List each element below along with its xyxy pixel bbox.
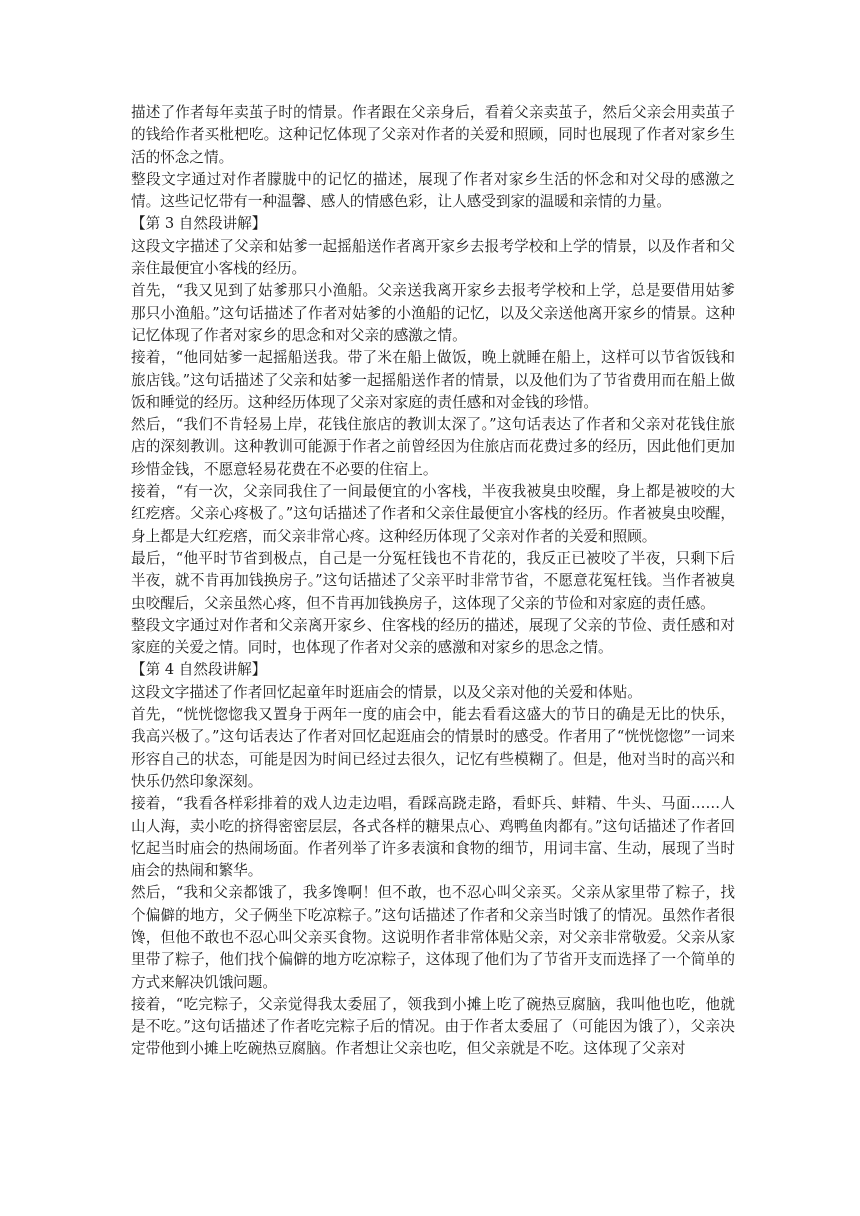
paragraph: 首先，“我又见到了姑爹那只小渔船。父亲送我离开家乡去报考学校和上学，总是要借用姑爹那只小渔船。”这句话描述了作者对姑爹的小渔船的记忆，以及父亲送他离开家乡的情景。这种记忆体现了作者对家乡的思念和对父亲的感激之情。	[131, 282, 735, 344]
section-heading: 【第 4 自然段讲解】	[131, 661, 267, 679]
paragraph: 整段文字通过对作者朦胧中的记忆的描述，展现了作者对家乡生活的怀念和对父母的感激之情。这些记忆带有一种温馨、感人的情感色彩，让人感受到家的温暖和亲情的力量。	[131, 170, 735, 211]
paragraph: 这段文字描述了父亲和姑爹一起摇船送作者离开家乡去报考学校和上学的情景，以及作者和父亲住最便宜小客栈的经历。	[131, 237, 735, 278]
paragraph: 首先，“恍恍惚惚我又置身于两年一度的庙会中，能去看看这盛大的节日的确是无比的快乐，我高兴极了。”这句话表达了作者对回忆起逛庙会的情景时的感受。作者用了“恍恍惚惚”一词来形容自己的状态，可能是因为时间已经过去很久，记忆有些模糊了。但是，他对当时的高兴和快乐仍然印象深刻。	[131, 706, 735, 790]
paragraph: 然后，“我们不肯轻易上岸，花钱住旅店的教训太深了。”这句话表达了作者和父亲对花钱住旅店的深刻教训。这种教训可能源于作者之前曾经因为住旅店而花费过多的经历，因此他们更加珍惜金钱，不愿意轻易花费在不必要的住宿上。	[131, 416, 735, 478]
document-page	[131, 102, 735, 1061]
paragraph: 这段文字描述了作者回忆起童年时逛庙会的情景，以及父亲对他的关爱和体贴。	[131, 683, 642, 701]
paragraph: 整段文字通过对作者和父亲离开家乡、住客栈的经历的描述，展现了父亲的节俭、责任感和对家庭的关爱之情。同时，也体现了作者对父亲的感激和对家乡的思念之情。	[131, 616, 735, 657]
paragraph: 描述了作者每年卖茧子时的情景。作者跟在父亲身后，看着父亲卖茧子，然后父亲会用卖茧子的钱给作者买枇杷吃。这种记忆体现了父亲对作者的关爱和照顾，同时也展现了作者对家乡生活的怀念之情。	[131, 104, 735, 166]
section-heading: 【第 3 自然段讲解】	[131, 215, 267, 233]
paragraph: 接着，“吃完粽子，父亲觉得我太委屈了，领我到小摊上吃了碗热豆腐脑，我叫他也吃，他就是不吃。”这句话描述了作者吃完粽子后的情况。由于作者太委屈了（可能因为饿了），父亲决定带他到小摊上吃碗热豆腐脑。作者想让父亲也吃，但父亲就是不吃。这体现了父亲对	[131, 995, 735, 1058]
paragraph: 接着，“有一次，父亲同我住了一间最便宜的小客栈，半夜我被臭虫咬醒，身上都是被咬的大红疙瘩。父亲心疼极了。”这句话描述了作者和父亲住最便宜小客栈的经历。作者被臭虫咬醒，身上都是大红疙瘩，而父亲非常心疼。这种经历体现了父亲对作者的关爱和照顾。	[131, 483, 735, 545]
paragraph: 最后，“他平时节省到极点，自己是一分冤枉钱也不肯花的，我反正已被咬了半夜，只剩下后半夜，就不肯再加钱换房子。”这句话描述了父亲平时非常节省，不愿意花冤枉钱。当作者被臭虫咬醒后，父亲虽然心疼，但不肯再加钱换房子，这体现了父亲的节俭和对家庭的责任感。	[131, 549, 735, 612]
paragraph: 接着，“他同姑爹一起摇船送我。带了米在船上做饭，晚上就睡在船上，这样可以节省饭钱和旅店钱。”这句话描述了父亲和姑爹一起摇船送作者的情景，以及他们为了节省费用而在船上做饭和睡觉的经历。这种经历体现了父亲对家庭的责任感和对金钱的珍惜。	[131, 349, 735, 411]
paragraph: 接着，“我看各样彩排着的戏人边走边唱，看踩高跷走路，看虾兵、蚌精、牛头、马面……人山人海，卖小吃的挤得密密层层，各式各样的糖果点心、鸡鸭鱼肉都有。”这句话描述了作者回忆起当时庙会的热闹场面。作者列举了许多表演和食物的细节，用词丰富、生动，展现了当时庙会的热闹和繁华。	[131, 795, 735, 880]
paragraph: 然后，“我和父亲都饿了，我多馋啊！但不敢，也不忍心叫父亲买。父亲从家里带了粽子，找个偏僻的地方，父子俩坐下吃凉粽子。”这句话描述了作者和父亲当时饿了的情况。虽然作者很馋，但他不敢也不忍心叫父亲买食物。这说明作者非常体贴父亲，对父亲非常敬爱。父亲从家里带了粽子，他们找个偏僻的地方吃凉粽子，这体现了他们为了节省开支而选择了一个简单的方式来解决饥饿问题。	[131, 884, 735, 991]
